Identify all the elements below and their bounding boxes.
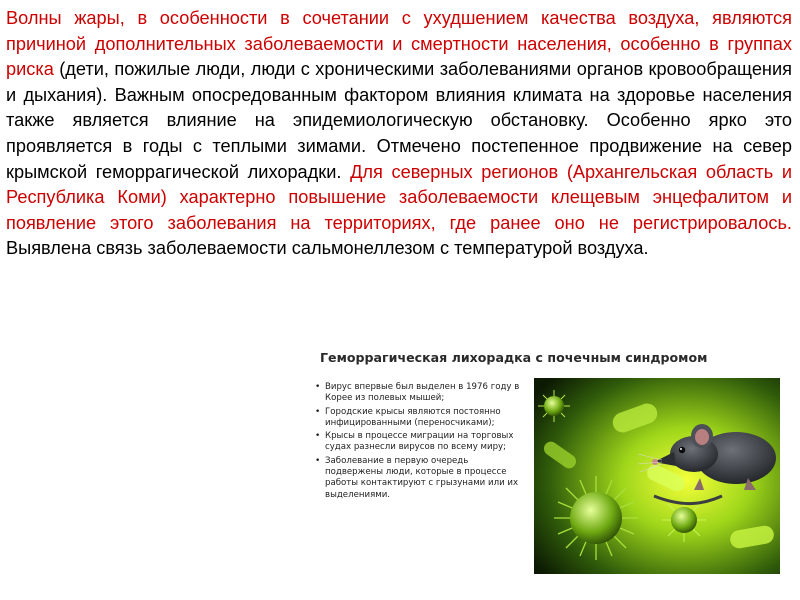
infographic-bullet-list (314, 382, 526, 503)
bullet-icon: • (315, 382, 321, 392)
infographic-title: Геморрагическая лихорадка с почечным синдромом (320, 350, 708, 365)
list-item: • Крысы в процессе миграции на торговых судах разнесли вирусов по всему миру; (315, 431, 514, 453)
bullet-icon: • (315, 431, 321, 442)
salmonellosis-text: Выявлена связь заболеваемости сальмонеллезом с температурой воздуха. (6, 238, 649, 259)
list-item: • Городские крысы являются постоянно инфицированными (переносчиками); (315, 406, 501, 428)
rat-virus-image (534, 378, 780, 574)
hemorrhagic-fever-infographic (308, 342, 788, 578)
list-item: • Заболевание в первую очередь подвержены люди, которые в процессе работы контактируют с грызунами или их выделениями. (315, 455, 519, 500)
bullet-icon: • (315, 455, 321, 466)
bullet-icon: • (315, 406, 321, 417)
epidemiology-text: (дети, пожилые люди, люди с хроническими заболеваниями органов кровообращения и дыхания). Важным опосредованным фактором влияния климата на здоровье населения также является влияние на эпидемиологическую обстановку. Особенно ярко это проявляется в годы с теплыми зимами. Отмечено постепенное продвижение на север крымской геморрагической лихорадки. (6, 59, 792, 182)
risk-groups-text: Волны жары, в особенности в сочетании с ухудшением качества воздуха, являются причиной дополнительных заболеваемости и смертности населения, особенно в группах риска (6, 8, 792, 80)
list-item: • Вирус впервые был выделен в 1976 году в Корее из полевых мышей; (315, 382, 520, 404)
northern-regions-text: Для северных регионов (Архангельская область и Республика Коми) характерно повышение заболеваемости клещевым энцефалитом и появление этого заболевания на территориях, где ранее оно не регистрировалось. (6, 161, 792, 233)
main-paragraph (6, 6, 792, 262)
